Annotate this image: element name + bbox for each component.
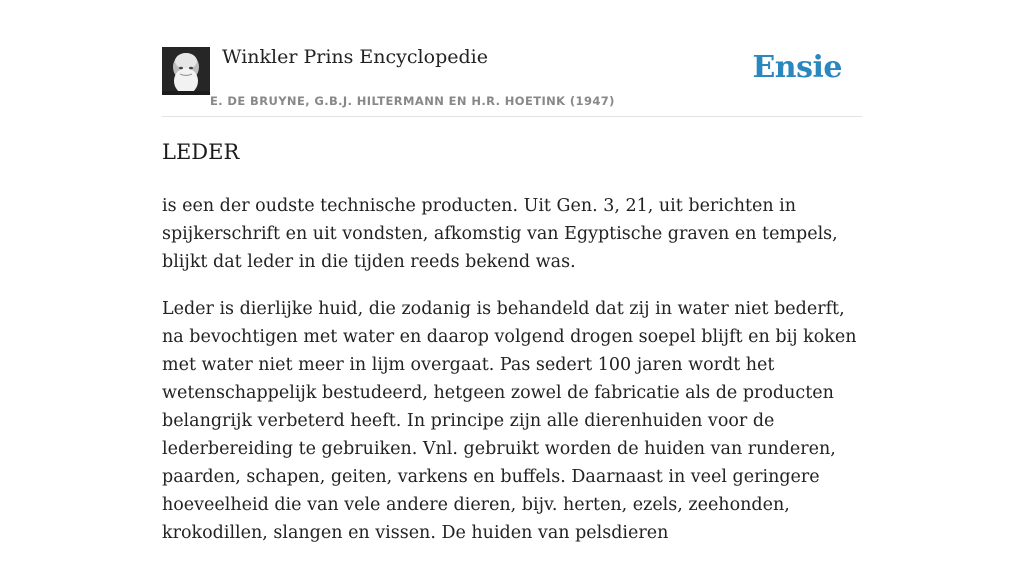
ensie-logo-link[interactable]: Ensie: [752, 50, 842, 85]
source-authors: E. DE BRUYNE, G.B.J. HILTERMANN EN H.R. HOETINK (1947): [210, 94, 615, 108]
author-portrait-icon: [162, 47, 210, 95]
entry-paragraph: Leder is dierlijke huid, die zodanig is behandeld dat zij in water niet bederft, na bevochtigen met water en daarop volgend drogen soepel blijft en bij koken met water niet meer in lijm overgaat. Pas sedert 100 jaren wordt het wetenschappelijk bestudeerd, hetgeen zowel de fabricatie als de producten belangrijk verbeterd heeft. In principe zijn alle dierenhuiden voor de lederbereiding te gebruiken. Vnl. gebruikt worden de huiden van runderen, paarden, schapen, geiten, varkens en buffels. Daarnaast in veel geringere hoeveelheid die van vele andere dieren, bijv. herten, ezels, zeehonden, krokodillen, slangen en vissen. De huiden van pelsdieren: [162, 299, 857, 543]
entry-title: LEDER: [162, 140, 240, 164]
author-avatar[interactable]: [162, 47, 210, 95]
entry-paragraph: is een der oudste technische producten. Uit Gen. 3, 21, uit berichten in spijkerschrift en uit vondsten, afkomstig van Egyptische graven en tempels, blijkt dat leder in die tijden reeds bekend was.: [162, 196, 838, 272]
source-title[interactable]: Winkler Prins Encyclopedie: [222, 46, 488, 68]
entry-body: [162, 192, 866, 566]
source-header: [162, 44, 862, 117]
